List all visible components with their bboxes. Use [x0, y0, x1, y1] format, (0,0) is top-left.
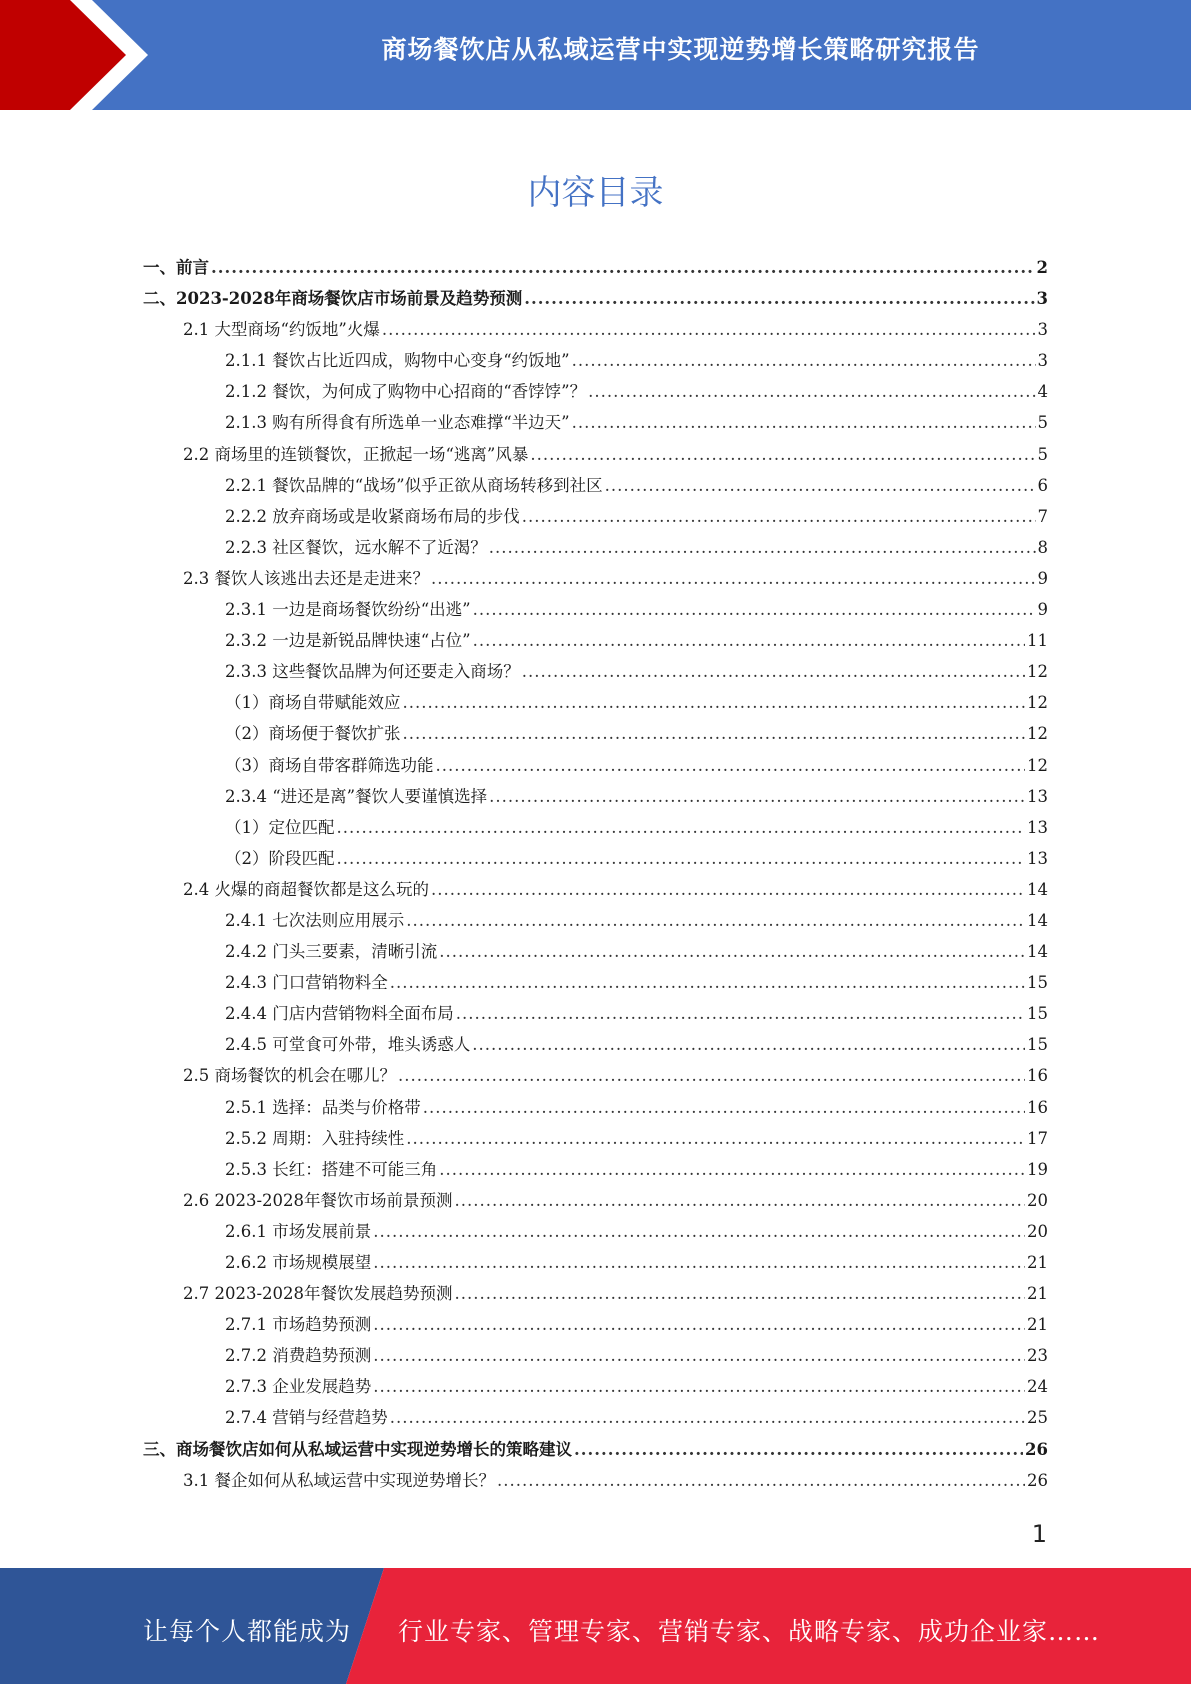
- footer-banner: [0, 1568, 1191, 1684]
- toc-entry-page: 13: [1027, 786, 1048, 806]
- toc-dot-leader: [439, 942, 1025, 961]
- toc-entry-text: 2.7 2023-2028年餐饮发展趋势预测: [183, 1284, 453, 1304]
- toc-entry-text: 2.3.1 一边是商场餐饮纷纷“出逃”: [225, 600, 471, 620]
- toc-entry-text: 三、商场餐饮店如何从私域运营中实现逆势增长的策略建议: [143, 1439, 572, 1459]
- toc-dot-leader: [605, 476, 1036, 495]
- toc-entry-text: 2.2.1 餐饮品牌的“战场”似乎正欲从商场转移到社区: [225, 475, 603, 495]
- toc-entry[interactable]: [143, 969, 1048, 1000]
- toc-entry-page: 12: [1027, 693, 1048, 713]
- toc-entry[interactable]: [143, 1249, 1048, 1280]
- toc-entry-text: （2）阶段匹配: [225, 848, 335, 868]
- toc-entry[interactable]: [143, 1373, 1048, 1404]
- toc-list: [143, 254, 1048, 1498]
- toc-entry-text: 2.1.3 购有所得食有所选单一业态难撑“半边天”: [225, 413, 570, 433]
- toc-title: 内容目录: [527, 173, 664, 213]
- toc-entry-text: 2.6.2 市场规模展望: [225, 1253, 372, 1272]
- toc-entry-page: 14: [1027, 942, 1048, 962]
- toc-entry-text: 2.1 大型商场“约饭地”火爆: [183, 320, 380, 340]
- toc-entry-page: 6: [1037, 475, 1048, 495]
- toc-entry-page: 12: [1027, 662, 1048, 682]
- toc-entry-text: 2.7.4 营销与经营趋势: [225, 1408, 388, 1428]
- toc-entry[interactable]: [143, 1218, 1048, 1249]
- toc-entry-text: 2.4.3 门口营销物料全: [225, 973, 388, 993]
- toc-dot-leader: [489, 538, 1036, 557]
- header-bar: [0, 0, 1191, 110]
- toc-entry[interactable]: [143, 1404, 1048, 1435]
- toc-dot-leader: [473, 631, 1025, 650]
- toc-entry-text: 2.4.4 门店内营销物料全面布局: [225, 1004, 454, 1024]
- toc-dot-leader: [406, 911, 1025, 930]
- toc-dot-leader: [398, 1066, 1025, 1085]
- toc-entry-text: （1）定位匹配: [225, 817, 335, 837]
- toc-dot-leader: [373, 1377, 1025, 1396]
- toc-entry[interactable]: [143, 1467, 1048, 1498]
- toc-entry-text: 2.5.1 选择：品类与价格带: [225, 1097, 421, 1117]
- toc-entry-page: 3: [1037, 320, 1048, 340]
- toc-entry-page: 16: [1027, 1097, 1048, 1117]
- toc-entry-text: 2.7.1 市场趋势预测: [225, 1315, 372, 1335]
- toc-entry-page: 9: [1037, 600, 1048, 620]
- toc-entry-text: 2.6 2023-2028年餐饮市场前景预测: [183, 1190, 453, 1210]
- toc-dot-leader: [423, 1098, 1025, 1117]
- toc-entry[interactable]: [143, 254, 1048, 285]
- toc-dot-leader: [439, 1160, 1025, 1179]
- toc-entry-page: 12: [1027, 724, 1048, 744]
- toc-entry[interactable]: [143, 689, 1048, 720]
- page-number: 1: [1031, 1520, 1047, 1548]
- toc-entry-text: 2.5 商场餐饮的机会在哪儿？: [183, 1066, 396, 1086]
- toc-entry[interactable]: [143, 534, 1048, 565]
- toc-dot-leader: [489, 787, 1025, 806]
- toc-dot-leader: [403, 724, 1026, 743]
- toc-entry-page: 24: [1027, 1377, 1048, 1397]
- toc-entry-page: 23: [1027, 1346, 1048, 1366]
- toc-entry-page: 20: [1027, 1221, 1048, 1241]
- toc-entry[interactable]: [143, 1125, 1048, 1156]
- toc-entry-text: 3.1 餐企如何从私域运营中实现逆势增长？: [183, 1470, 495, 1490]
- toc-entry[interactable]: [143, 720, 1048, 751]
- toc-entry[interactable]: [143, 783, 1048, 814]
- toc-dot-leader: [337, 818, 1026, 837]
- toc-entry-page: 26: [1027, 1470, 1048, 1490]
- toc-dot-leader: [572, 413, 1036, 432]
- toc-entry[interactable]: [143, 627, 1048, 658]
- report-title: 商场餐饮店从私域运营中实现逆势增长策略研究报告: [381, 35, 980, 64]
- toc-entry-text: 2.7.2 消费趋势预测: [225, 1346, 372, 1366]
- toc-entry-text: 2.2 商场里的连锁餐饮，正掀起一场“逃离”风暴: [183, 444, 529, 464]
- toc-dot-leader: [456, 1004, 1025, 1023]
- toc-entry[interactable]: [143, 1000, 1048, 1031]
- toc-dot-leader: [373, 1253, 1025, 1272]
- toc-dot-leader: [472, 1035, 1025, 1054]
- toc-entry[interactable]: [143, 441, 1048, 472]
- toc-entry-page: 12: [1027, 755, 1048, 775]
- toc-entry-text: （1）商场自带赋能效应: [225, 693, 401, 713]
- toc-entry-text: 2.4 火爆的商超餐饮都是这么玩的: [183, 879, 429, 899]
- toc-entry-page: 16: [1027, 1066, 1048, 1086]
- toc-entry-page: 14: [1027, 879, 1048, 899]
- toc-entry-text: 2.6.1 市场发展前景: [225, 1221, 372, 1241]
- header-chevron-graphic: [0, 0, 160, 110]
- toc-entry-text: 2.1.1 餐饮占比近四成，购物中心变身“约饭地”: [225, 351, 570, 371]
- toc-dot-leader: [522, 507, 1036, 526]
- toc-dot-leader: [522, 662, 1025, 681]
- toc-entry-page: 3: [1037, 351, 1048, 371]
- toc-entry-text: 2.3.3 这些餐饮品牌为何还要走入商场？: [225, 662, 520, 682]
- toc-dot-leader: [390, 973, 1025, 992]
- toc-entry-page: 4: [1037, 382, 1048, 402]
- toc-entry-page: 15: [1027, 1004, 1048, 1024]
- toc-entry-text: 2.4.1 七次法则应用展示: [225, 910, 405, 930]
- toc-dot-leader: [588, 382, 1035, 401]
- toc-entry-text: 二、2023-2028年商场餐饮店市场前景及趋势预测: [143, 289, 523, 309]
- toc-entry-page: 21: [1027, 1253, 1048, 1272]
- toc-dot-leader: [406, 1129, 1025, 1148]
- toc-dot-leader: [530, 445, 1035, 464]
- toc-dot-leader: [574, 1440, 1023, 1459]
- toc-entry-page: 7: [1037, 506, 1048, 526]
- toc-entry[interactable]: [143, 285, 1048, 316]
- toc-entry[interactable]: [143, 472, 1048, 503]
- toc-dot-leader: [524, 289, 1034, 308]
- toc-entry[interactable]: [143, 596, 1048, 627]
- toc-entry-text: 2.1.2 餐饮，为何成了购物中心招商的“香饽饽”？: [225, 382, 587, 402]
- toc-entry-page: 15: [1027, 1035, 1048, 1055]
- toc-entry[interactable]: [143, 658, 1048, 689]
- footer-slogan-left: 让每个人都能成为: [143, 1617, 352, 1646]
- toc-dot-leader: [403, 693, 1026, 712]
- toc-entry-page: 19: [1027, 1159, 1048, 1179]
- toc-dot-leader: [473, 600, 1036, 619]
- toc-dot-leader: [211, 258, 1035, 277]
- toc-entry[interactable]: [143, 752, 1048, 783]
- toc-dot-leader: [455, 1284, 1025, 1303]
- toc-dot-leader: [373, 1315, 1025, 1334]
- toc-entry-page: 17: [1027, 1128, 1048, 1148]
- toc-entry-text: 2.5.3 长红：搭建不可能三角: [225, 1159, 438, 1179]
- toc-dot-leader: [337, 849, 1026, 868]
- toc-entry[interactable]: [143, 1311, 1048, 1342]
- toc-entry-page: 13: [1027, 817, 1048, 837]
- toc-entry-page: 8: [1037, 537, 1048, 557]
- toc-dot-leader: [382, 320, 1036, 339]
- toc-entry[interactable]: [143, 814, 1048, 845]
- toc-entry-page: 25: [1027, 1408, 1048, 1428]
- toc-entry-page: 14: [1027, 910, 1048, 930]
- toc-dot-leader: [431, 880, 1025, 899]
- toc-entry[interactable]: [143, 938, 1048, 969]
- toc-dot-leader: [455, 1191, 1025, 1210]
- toc-entry-text: 2.4.2 门头三要素，清晰引流: [225, 942, 438, 962]
- toc-entry-text: 2.3 餐饮人该逃出去还是走进来？: [183, 568, 429, 588]
- toc-entry[interactable]: [143, 1342, 1048, 1373]
- toc-entry-text: 2.5.2 周期：入驻持续性: [225, 1128, 405, 1148]
- toc-entry[interactable]: [143, 1436, 1048, 1467]
- toc-dot-leader: [572, 351, 1036, 370]
- toc-entry[interactable]: [143, 1187, 1048, 1218]
- toc-entry-text: 2.2.3 社区餐饮，远水解不了近渴？: [225, 537, 487, 557]
- toc-entry[interactable]: [143, 1094, 1048, 1125]
- toc-dot-leader: [373, 1346, 1025, 1365]
- toc-entry-page: 20: [1027, 1190, 1048, 1210]
- toc-entry[interactable]: [143, 316, 1048, 347]
- toc-entry-page: 21: [1027, 1315, 1048, 1335]
- toc-entry[interactable]: [143, 1062, 1048, 1093]
- toc-entry-text: 2.3.4 “进还是离”餐饮人要谨慎选择: [225, 786, 488, 806]
- toc-entry[interactable]: [143, 876, 1048, 907]
- toc-entry[interactable]: [143, 1156, 1048, 1187]
- toc-entry-page: 3: [1036, 289, 1048, 309]
- toc-entry-page: 11: [1027, 631, 1048, 651]
- toc-entry-page: 5: [1037, 413, 1048, 433]
- toc-dot-leader: [497, 1471, 1025, 1490]
- toc-entry-text: 一、前言: [143, 258, 209, 277]
- toc-entry[interactable]: [143, 1031, 1048, 1062]
- toc-entry-text: 2.4.5 可堂食可外带，堆头诱惑人: [225, 1035, 471, 1055]
- toc-dot-leader: [373, 1222, 1025, 1241]
- toc-entry[interactable]: [143, 845, 1048, 876]
- toc-entry[interactable]: [143, 378, 1048, 409]
- toc-dot-leader: [436, 756, 1026, 775]
- toc-entry[interactable]: [143, 503, 1048, 534]
- toc-entry-page: 9: [1037, 568, 1048, 588]
- toc-entry-page: 15: [1027, 973, 1048, 993]
- toc-entry-text: 2.2.2 放弃商场或是收紧商场布局的步伐: [225, 506, 520, 526]
- toc-entry-text: 2.7.3 企业发展趋势: [225, 1377, 372, 1397]
- toc-entry[interactable]: [143, 347, 1048, 378]
- toc-dot-leader: [431, 569, 1036, 588]
- toc-entry-page: 2: [1036, 258, 1048, 277]
- toc-entry-text: 2.3.2 一边是新锐品牌快速“占位”: [225, 631, 471, 651]
- toc-dot-leader: [390, 1408, 1025, 1427]
- toc-entry-page: 26: [1025, 1439, 1048, 1459]
- toc-entry-text: （3）商场自带客群筛选功能: [225, 755, 434, 775]
- toc-entry[interactable]: [143, 409, 1048, 440]
- toc-entry[interactable]: [143, 565, 1048, 596]
- toc-entry-page: 5: [1037, 444, 1048, 464]
- toc-entry-page: 13: [1027, 848, 1048, 868]
- toc-entry-text: （2）商场便于餐饮扩张: [225, 724, 401, 744]
- toc-entry[interactable]: [143, 907, 1048, 938]
- footer-slogan-right: 行业专家、管理专家、营销专家、战略专家、成功企业家……: [398, 1617, 1101, 1646]
- toc-entry-page: 21: [1027, 1284, 1048, 1304]
- toc-entry[interactable]: [143, 1280, 1048, 1311]
